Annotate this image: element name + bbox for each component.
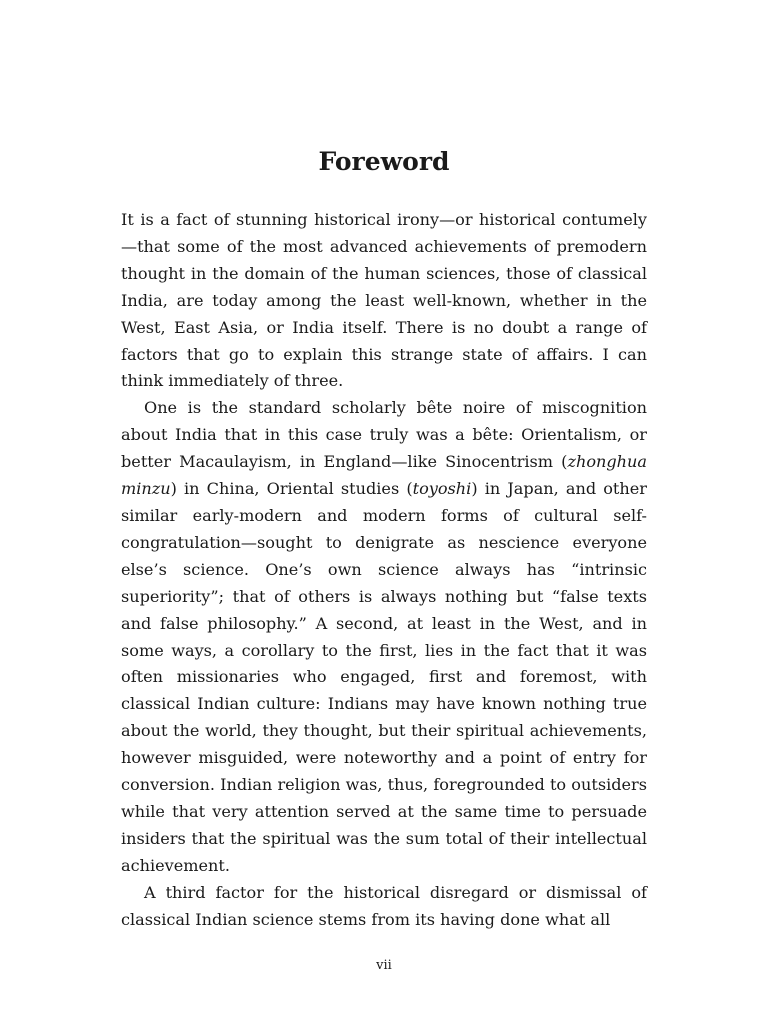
- page-title: Foreword: [318, 147, 450, 176]
- text-segment: ) in Japan, and other similar early-modern and modern forms of cultural self-congratulation—sought to denigrate as nescience everyone else’s science. One’s own science always has “intrinsic superiority”; that of others is always nothing but “false texts and false philosophy.” A second, at least in the West, and in some ways, a corollary to the first, lies in the fact that it was often missionaries who engaged, first and foremost, with classical Indian culture: Indians may have known nothing true about the world, they thought, but their spiritual achievements, however misguided, were noteworthy and a point of entry for conversion. Indian religion was, thus, foregrounded to outsiders while that very attention served at the same time to persuade insiders that the spiritual was the sum total of their intellectual achievement.: [121, 479, 647, 875]
- italic-term: toyoshi: [412, 479, 472, 499]
- text-segment: ) in China, Oriental studies (: [170, 479, 413, 499]
- italic-term: zhonghua minzu: [121, 452, 647, 499]
- text-segment: It is a fact of stunning historical irony—or historical contumely—that some of the most advanced achievements of premodern thought in the domain of the human sciences, those of classical India, are today among the least well-known, whether in the West, East Asia, or India itself. There is no doubt a range of factors that go to explain this strange state of affairs. I can think immediately of three.: [121, 210, 647, 391]
- page-number: vii: [376, 958, 392, 973]
- body-text: [121, 207, 647, 933]
- text-segment: One is the standard scholarly bête noire of miscognition about India that in this case truly was a bête: Orientalism, or better Macaulayism, in England—like Sinocentrism (: [121, 398, 647, 472]
- paragraph-3: [121, 880, 647, 934]
- paragraph-2: [121, 395, 647, 879]
- paragraph-1: [121, 207, 647, 395]
- text-segment: A third factor for the historical disregard or dismissal of classical Indian science stems from its having done what all: [121, 882, 647, 929]
